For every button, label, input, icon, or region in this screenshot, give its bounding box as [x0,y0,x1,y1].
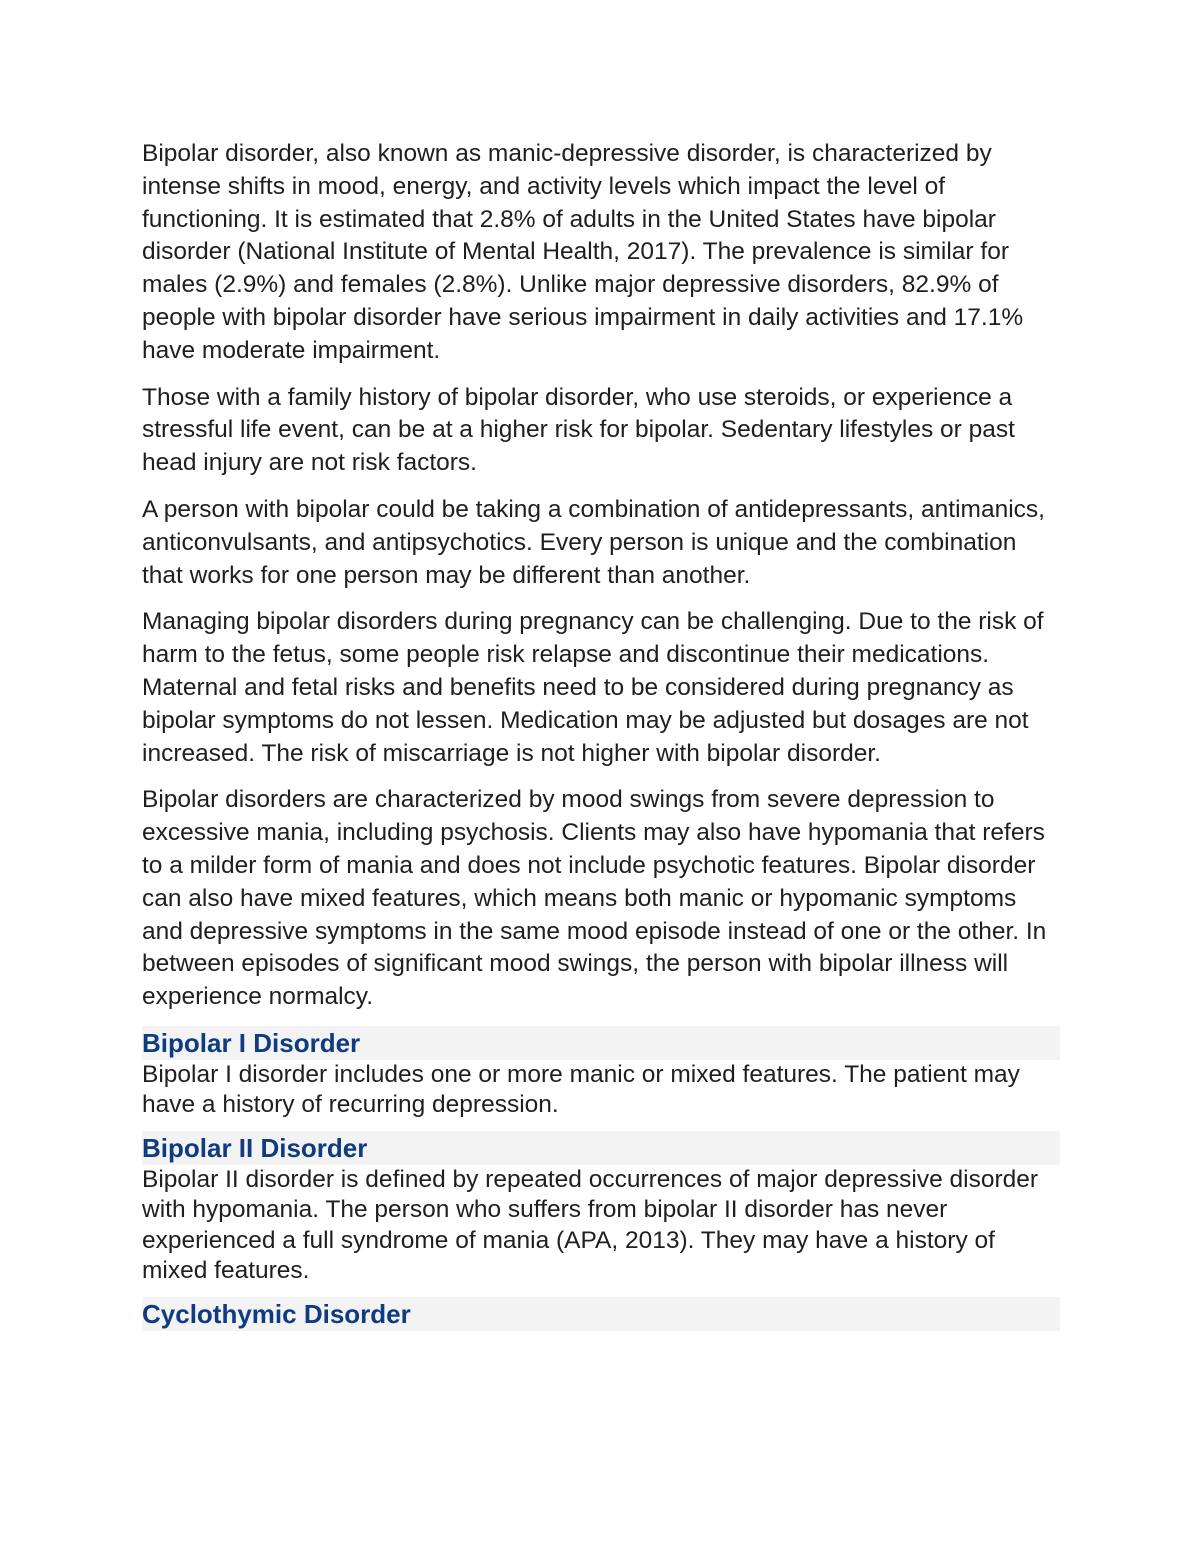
section-bipolar-i [142,1026,1060,1121]
paragraph-overview: Bipolar disorder, also known as manic-depressive disorder, is characterized by intense shifts in mood, energy, and activity levels which impact the level of functioning. It is estimated that 2.8% of adults in the United States have bipolar disorder (National Institute of Mental Health, 2017). The prevalence is similar for males (2.9%) and females (2.8%). Unlike major depressive disorders, 82.9% of people with bipolar disorder have serious impairment in daily activities and 17.1% have moderate impairment. [142,140,1024,364]
section-bipolar-ii [142,1131,1060,1287]
section-body: Bipolar II disorder is defined by repeated occurrences of major depressive disorder with hypomania. The person who suffers from bipolar II disorder has never experienced a full syndrome of mania (APA, 2013). They may have a history of mixed features. [142,1165,1039,1285]
section-heading: Bipolar I Disorder [142,1026,1060,1060]
paragraph-risk-factors: Those with a family history of bipolar disorder, who use steroids, or experience a stressful life event, can be at a higher risk for bipolar. Sedentary lifestyles or past head injury are not risk factors. [142,383,1015,477]
section-cyclothymic [142,1297,1060,1331]
document-page [142,138,1060,1331]
section-body: Bipolar I disorder includes one or more manic or mixed features. The patient may have a history of recurring depression. [142,1060,1020,1119]
paragraph-medications: A person with bipolar could be taking a combination of antidepressants, antimanics, anticonvulsants, and antipsychotics. Every person is unique and the combination that works for one person may be different than another. [142,495,1045,589]
section-heading: Bipolar II Disorder [142,1131,1060,1165]
section-heading: Cyclothymic Disorder [142,1297,1060,1331]
paragraph-pregnancy: Managing bipolar disorders during pregnancy can be challenging. Due to the risk of harm to the fetus, some people risk relapse and discontinue their medications. Maternal and fetal risks and benefits need to be considered during pregnancy as bipolar symptoms do not lessen. Medication may be adjusted but dosages are not increased. The risk of miscarriage is not higher with bipolar disorder. [142,608,1044,767]
paragraph-mood-swings: Bipolar disorders are characterized by mood swings from severe depression to excessive mania, including psychosis. Clients may also have hypomania that refers to a milder form of mania and does not include psychotic features. Bipolar disorder can also have mixed features, which means both manic or hypomanic symptoms and depressive symptoms in the same mood episode instead of one or the other. In between episodes of significant mood swings, the person with bipolar illness will experience normalcy. [142,786,1047,1011]
